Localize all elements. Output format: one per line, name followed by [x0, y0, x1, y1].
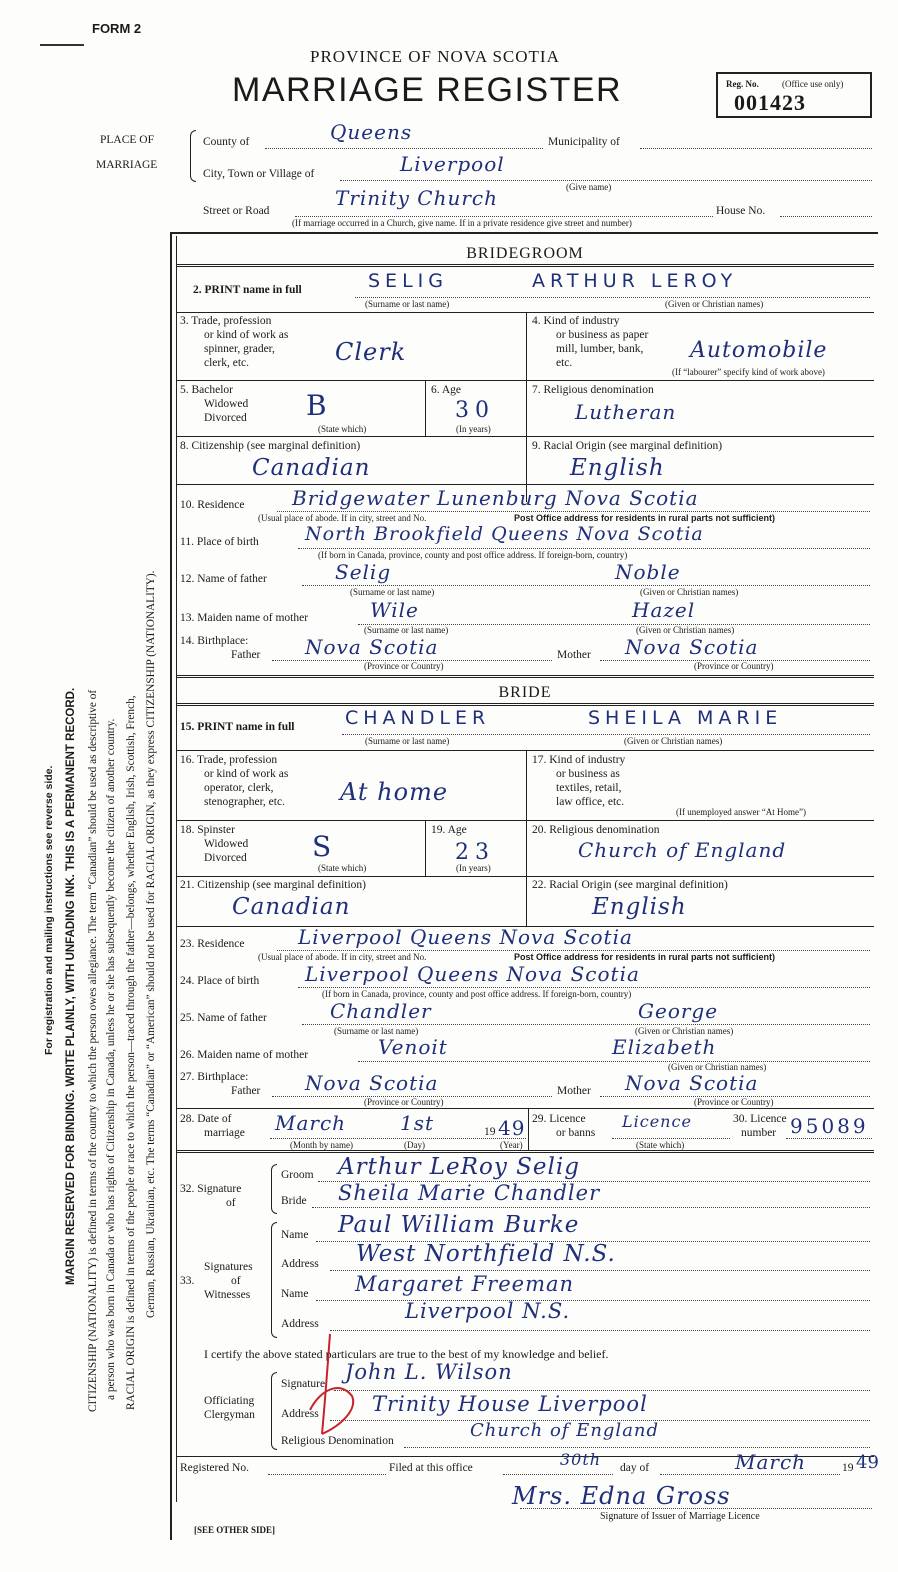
groom-trade-label-1: 3. Trade, profession: [180, 315, 272, 327]
bride-given-hint: (Given or Christian names): [624, 736, 723, 746]
groom-residence-hint-b: Post Office address for residents in rural parts not sufficient): [514, 513, 776, 523]
groom-bp-mother-label: Mother: [557, 649, 591, 661]
bride-row-a: [176, 750, 874, 751]
bride-industry-hint: (If unemployed answer “At Home”): [676, 807, 806, 817]
wit2-name-label: Name: [281, 1288, 309, 1300]
bride-status: S: [312, 830, 333, 863]
issuer-line: [520, 1508, 872, 1509]
certify-statement: I certify the above stated particulars are true to the best of my knowledge and belief.: [204, 1347, 609, 1361]
bride-birthplace-line: [298, 987, 870, 988]
date-label-2: marriage: [204, 1127, 245, 1139]
groom-religion-label: 7. Religious denomination: [532, 384, 654, 396]
date-row-div: [528, 1108, 529, 1150]
bride-mother-label: 26. Maiden name of mother: [180, 1049, 309, 1061]
groom-in-years: (In years): [456, 424, 491, 434]
groom-mother-surname: Wile: [370, 598, 419, 622]
groom-father-given: Noble: [615, 560, 681, 584]
groom-name-line: [355, 297, 870, 298]
licence-no-line: [786, 1138, 872, 1139]
margin-line-1: For registration and mailing instructions see reverse side.: [43, 765, 55, 1055]
filed-month-line: [660, 1474, 840, 1475]
bride-bp-label: 27. Birthplace:: [180, 1071, 249, 1083]
marriage-day: 1st: [400, 1111, 435, 1135]
city-label: City, Town or Village of: [203, 168, 315, 180]
groom-bp-mother-hint: (Province or Country): [694, 661, 774, 671]
bride-surname-hint: (Surname or last name): [365, 736, 450, 746]
form-top-edge: [170, 232, 878, 234]
bride-citizenship: Canadian: [232, 894, 351, 920]
groom-bp-mother: Nova Scotia: [625, 635, 759, 659]
witness-label-3: Witnesses: [204, 1289, 251, 1301]
licence-label-1: 29. Licence: [532, 1113, 586, 1125]
wit2-address: Liverpool N.S.: [405, 1299, 571, 1323]
bride-racial: English: [592, 894, 687, 920]
wit1-address-line: [330, 1270, 870, 1271]
bride-father-label: 25. Name of father: [180, 1012, 267, 1024]
groom-mother-surname-hint: (Surname or last name): [364, 625, 449, 635]
reg-no-value: 001423: [734, 90, 806, 115]
marriage-month: March: [275, 1111, 347, 1135]
margin-line-5: RACIAL ORIGIN is defined in terms of the people or race to which the person—traced through the father—belongs, whether English, Irish, Scottish, French,: [125, 695, 137, 1410]
groom-surname-hint: (Surname or last name): [365, 299, 450, 309]
filed-month: March: [735, 1450, 807, 1474]
groom-mother-label: 13. Maiden name of mother: [180, 612, 309, 624]
groom-industry-hint: (If “labourer” specify kind of work above): [672, 367, 825, 377]
bride-residence-label: 23. Residence: [180, 938, 245, 950]
filed-year-prefix: 19: [842, 1462, 854, 1474]
bride-residence-hint-b: Post Office address for residents in rural parts not sufficient): [514, 952, 776, 962]
see-other-side: [SEE OTHER SIDE]: [194, 1525, 276, 1535]
bride-father-surname-hint: (Surname or last name): [334, 1026, 419, 1036]
reg-no-box: [716, 72, 872, 118]
street-line: [295, 216, 713, 217]
form-left-edge: [170, 232, 172, 1540]
groom-mother-given: Hazel: [632, 598, 696, 622]
groom-father-given-hint: (Given or Christian names): [640, 587, 739, 597]
licence-no-label-1: 30. Licence: [733, 1113, 787, 1125]
groom-rule: [176, 264, 874, 267]
groom-signature: Arthur LeRoy Selig: [338, 1154, 580, 1180]
groom-racial: English: [570, 455, 665, 481]
groom-racial-label: 9. Racial Origin (see marginal definition): [532, 440, 723, 452]
groom-bp-father-label: Father: [231, 649, 261, 661]
bride-surname: CHANDLER: [345, 707, 491, 729]
bride-name-line: [342, 734, 870, 735]
groom-trade: Clerk: [335, 338, 407, 366]
bride-bp-father-label: Father: [231, 1085, 261, 1097]
wit2-address-label: Address: [281, 1318, 319, 1330]
groom-bp-father: Nova Scotia: [305, 635, 439, 659]
bride-col-div-1: [526, 750, 527, 926]
wit1-name-label: Name: [281, 1229, 309, 1241]
sig-label-1: 32. Signature: [180, 1183, 242, 1195]
issuer-label: Signature of Issuer of Marriage Licence: [600, 1511, 760, 1522]
groom-religion: Lutheran: [575, 400, 677, 424]
clergy-signature: John L. Wilson: [345, 1360, 513, 1384]
bride-sig-label: Bride: [281, 1195, 307, 1207]
groom-residence: Bridgewater Lunenburg Nova Scotia: [292, 486, 699, 510]
filed-year: 49: [856, 1452, 879, 1473]
groom-age: 30: [455, 398, 495, 423]
clergy-address: Trinity House Liverpool: [372, 1392, 648, 1416]
margin-line-4: a person who was born in Canada or who has rights of Citizenship in Canada, unless he or she has subsequently become the citizen of another country.: [105, 718, 117, 1400]
groom-status-label-1: 5. Bachelor: [180, 384, 234, 396]
clergy-address-label: Address: [281, 1408, 319, 1420]
bride-birthplace-hint: (If born in Canada, province, county and post office address. If foreign-born, country): [322, 989, 632, 999]
groom-father-surname: Selig: [335, 560, 392, 584]
day-hint: (Day): [404, 1140, 425, 1150]
bride-father-surname: Chandler: [330, 999, 432, 1023]
bride-bp-mother-label: Mother: [557, 1085, 591, 1097]
bride-mother-line: [358, 1061, 870, 1062]
bride-trade-label-2: or kind of work as: [204, 768, 289, 780]
bride-given: SHEILA MARIE: [588, 707, 783, 729]
bride-in-years: (In years): [456, 863, 491, 873]
bridegroom-heading: BRIDEGROOM: [466, 245, 584, 262]
bride-citizenship-label: 21. Citizenship (see marginal definition): [180, 879, 366, 891]
bride-trade-label-3: operator, clerk,: [204, 782, 274, 794]
bride-col-div-age-l: [425, 820, 426, 876]
county-value: Queens: [330, 120, 413, 144]
wit2-name: Margaret Freeman: [355, 1272, 575, 1296]
street-value: Trinity Church: [335, 186, 498, 210]
bride-signature: Sheila Marie Chandler: [338, 1181, 601, 1205]
house-label: House No.: [716, 205, 766, 217]
witness-bracket: [271, 1222, 277, 1338]
page-title: MARRIAGE REGISTER: [232, 71, 623, 109]
sig-bracket: [271, 1164, 277, 1214]
groom-row-c: [176, 436, 874, 437]
form-number: FORM 2: [92, 21, 142, 36]
officiating-bracket: [271, 1372, 277, 1450]
groom-father-line: [302, 585, 870, 586]
groom-mother-given-hint: (Given or Christian names): [636, 625, 735, 635]
groom-residence-label: 10. Residence: [180, 499, 245, 511]
licence-state-hint: (State which): [636, 1140, 685, 1150]
groom-trade-label-3: spinner, grader,: [204, 343, 275, 355]
reg-no-label: Reg. No.: [726, 79, 759, 89]
groom-citizenship-label: 8. Citizenship (see marginal definition): [180, 440, 361, 452]
wit1-address: West Northfield N.S.: [356, 1241, 616, 1267]
groom-status-label-2: Widowed: [204, 398, 249, 410]
licence-value: Licence: [622, 1112, 692, 1131]
bride-birthplace: Liverpool Queens Nova Scotia: [305, 962, 640, 986]
witness-num: 33.: [180, 1275, 195, 1287]
groom-citizenship: Canadian: [252, 455, 371, 481]
bride-industry-label-2: or business as: [556, 768, 620, 780]
red-ink-mark-icon: [300, 1330, 360, 1440]
bride-mother-given: Elizabeth: [612, 1035, 717, 1059]
groom-bp-label: 14. Birthplace:: [180, 635, 249, 647]
municipality-label: Municipality of: [548, 136, 620, 148]
bride-age-label: 19. Age: [431, 824, 467, 836]
groom-industry: Automobile: [690, 338, 828, 363]
bride-state-which: (State which): [318, 863, 367, 873]
groom-surname: SELIG: [368, 270, 448, 292]
wit2-name-line: [316, 1300, 870, 1301]
witness-label-1: Signatures: [204, 1261, 253, 1273]
groom-name-label: 2. PRINT name in full: [193, 284, 302, 296]
clergy-denom-label: Religious Denomination: [281, 1435, 394, 1447]
margin-line-3: CITIZENSHIP (NATIONALITY) is defined in terms of the country to which the person owes allegiance. The term “Canadian” should be used as descriptive of: [87, 689, 99, 1412]
groom-trade-label-2: or kind of work as: [204, 329, 289, 341]
ink-mark: [40, 44, 84, 46]
licence-no-label-2: number: [741, 1127, 777, 1139]
street-label: Street or Road: [203, 205, 270, 217]
form-inner-left: [176, 236, 177, 1502]
year-hint: (Year): [500, 1140, 523, 1150]
groom-birthplace: North Brookfield Queens Nova Scotia: [305, 523, 704, 545]
bride-bp-mother: Nova Scotia: [625, 1071, 759, 1095]
groom-row-b: [176, 380, 874, 381]
groom-status-label-3: Divorced: [204, 412, 247, 424]
bride-row-c: [176, 876, 874, 877]
registered-line: [268, 1474, 386, 1475]
bride-industry-label-1: 17. Kind of industry: [532, 754, 626, 766]
bride-age: 23: [455, 840, 495, 865]
bride-bp-mother-hint: (Province or Country): [694, 1097, 774, 1107]
groom-industry-label-1: 4. Kind of industry: [532, 315, 620, 327]
groom-given: ARTHUR LEROY: [532, 270, 738, 292]
licence-no-value: 95089: [790, 1114, 869, 1138]
groom-col-div-1: [526, 312, 527, 502]
sig-label-2: of: [226, 1197, 236, 1209]
groom-father-label: 12. Name of father: [180, 573, 267, 585]
groom-row-a: [176, 312, 874, 313]
issuer-signature: Mrs. Edna Gross: [512, 1482, 731, 1510]
give-name-hint: (Give name): [566, 182, 612, 192]
year-prefix: 19: [484, 1126, 496, 1138]
groom-trade-label-4: clerk, etc.: [204, 357, 250, 369]
bride-residence-line: [277, 950, 870, 951]
bride-birthplace-label: 24. Place of birth: [180, 975, 260, 987]
office-use-label: (Office use only): [782, 79, 844, 89]
municipality-line: [640, 148, 872, 149]
bride-rule: [176, 703, 874, 706]
margin-line-6: German, Russian, Ukrainian, etc. The terms “Canadian” or “American” should not be used for RACIAL ORIGIN, as they express CITIZENSHIP (NATIONALITY).: [145, 570, 157, 1318]
bride-bp-father-hint: (Province or Country): [364, 1097, 444, 1107]
day-of-label: day of: [620, 1462, 650, 1474]
bride-mother-surname: Venoit: [378, 1035, 448, 1059]
groom-birthplace-label: 11. Place of birth: [180, 536, 259, 548]
bride-status-label-1: 18. Spinster: [180, 824, 235, 836]
city-value: Liverpool: [400, 152, 505, 176]
groom-industry-label-3: mill, lumber, bank,: [556, 343, 644, 355]
bride-heading: BRIDE: [498, 684, 552, 701]
groom-status: B: [306, 389, 328, 422]
county-label: County of: [203, 136, 250, 148]
groom-bp-father-hint: (Province or Country): [364, 661, 444, 671]
place-label-1: PLACE OF: [100, 134, 154, 146]
bride-sig-line: [312, 1207, 870, 1208]
bride-mother-given-hint: (Given or Christian names): [668, 1062, 767, 1072]
groom-col-div-age-l: [425, 380, 426, 436]
bride-father-given-hint: (Given or Christian names): [635, 1026, 734, 1036]
margin-line-2: MARGIN RESERVED FOR BINDING. WRITE PLAINLY, WITH UNFADING INK. THIS IS A PERMANENT RECORD.: [65, 687, 77, 1285]
filed-day: 30th: [560, 1450, 602, 1469]
province-heading: PROVINCE OF NOVA SCOTIA: [310, 47, 560, 66]
city-line: [340, 180, 872, 181]
bride-status-label-3: Divorced: [204, 852, 247, 864]
wit2-address-line: [330, 1330, 870, 1331]
registered-label: Registered No.: [180, 1462, 249, 1474]
place-note: (If marriage occurred in a Church, give name. If in a private residence give street and number): [292, 218, 632, 228]
bride-trade-label-4: stenographer, etc.: [204, 796, 285, 808]
officiating-label-2: Clergyman: [204, 1409, 255, 1421]
clergy-sig-label: Signature: [281, 1378, 326, 1390]
sig-top-rule: [176, 1150, 874, 1153]
bride-name-label: 15. PRINT name in full: [180, 721, 295, 733]
county-line: [265, 148, 543, 149]
wit1-address-label: Address: [281, 1258, 319, 1270]
groom-given-hint: (Given or Christian names): [665, 299, 764, 309]
bride-residence: Liverpool Queens Nova Scotia: [298, 925, 633, 949]
date-row-top: [176, 1108, 874, 1109]
place-label-2: MARRIAGE: [96, 159, 158, 171]
groom-birthplace-line: [298, 548, 870, 549]
officiating-label-1: Officiating: [204, 1395, 255, 1407]
clergy-denom-line: [404, 1447, 870, 1448]
groom-state-which: (State which): [318, 424, 367, 434]
month-hint: (Month by name): [290, 1140, 353, 1150]
witness-label-2: of: [231, 1275, 241, 1287]
groom-sig-label: Groom: [281, 1169, 314, 1181]
groom-industry-label-2: or business as paper: [556, 329, 649, 341]
bride-bp-father: Nova Scotia: [305, 1071, 439, 1095]
place-bracket: [190, 130, 196, 182]
bride-racial-label: 22. Racial Origin (see marginal definition): [532, 879, 728, 891]
groom-residence-hint: (Usual place of abode. If in city, street and No.: [258, 513, 427, 523]
groom-father-surname-hint: (Surname or last name): [350, 587, 435, 597]
bride-father-line: [302, 1024, 870, 1025]
bride-industry-label-3: textiles, retail,: [556, 782, 622, 794]
bride-row-b: [176, 820, 874, 821]
bride-trade-label-1: 16. Trade, profession: [180, 754, 278, 766]
bride-industry-label-4: law office, etc.: [556, 796, 625, 808]
filed-label: Filed at this office: [389, 1462, 473, 1474]
bride-father-given: George: [638, 999, 719, 1023]
bride-top-rule: [176, 675, 874, 678]
wit1-name: Paul William Burke: [338, 1212, 580, 1238]
clergy-denomination: Church of England: [470, 1420, 660, 1441]
groom-row-d: [176, 484, 874, 485]
marriage-year: 49: [498, 1116, 526, 1140]
groom-age-label: 6. Age: [431, 384, 462, 396]
house-line: [780, 216, 872, 217]
groom-birthplace-hint: (If born in Canada, province, county and post office address. If foreign-born, country): [318, 550, 628, 560]
clergy-sig-line: [334, 1390, 870, 1391]
bride-religion: Church of England: [578, 838, 787, 862]
filed-day-line: [503, 1474, 613, 1475]
groom-industry-label-4: etc.: [556, 357, 573, 369]
bride-religion-label: 20. Religious denomination: [532, 824, 660, 836]
bride-residence-hint: (Usual place of abode. If in city, street and No.: [258, 952, 427, 962]
bride-status-label-2: Widowed: [204, 838, 249, 850]
groom-residence-line: [277, 511, 870, 512]
licence-label-2: or banns: [556, 1127, 596, 1139]
date-label-1: 28. Date of: [180, 1113, 232, 1125]
licence-line: [612, 1138, 730, 1139]
bride-trade: At home: [340, 778, 449, 806]
